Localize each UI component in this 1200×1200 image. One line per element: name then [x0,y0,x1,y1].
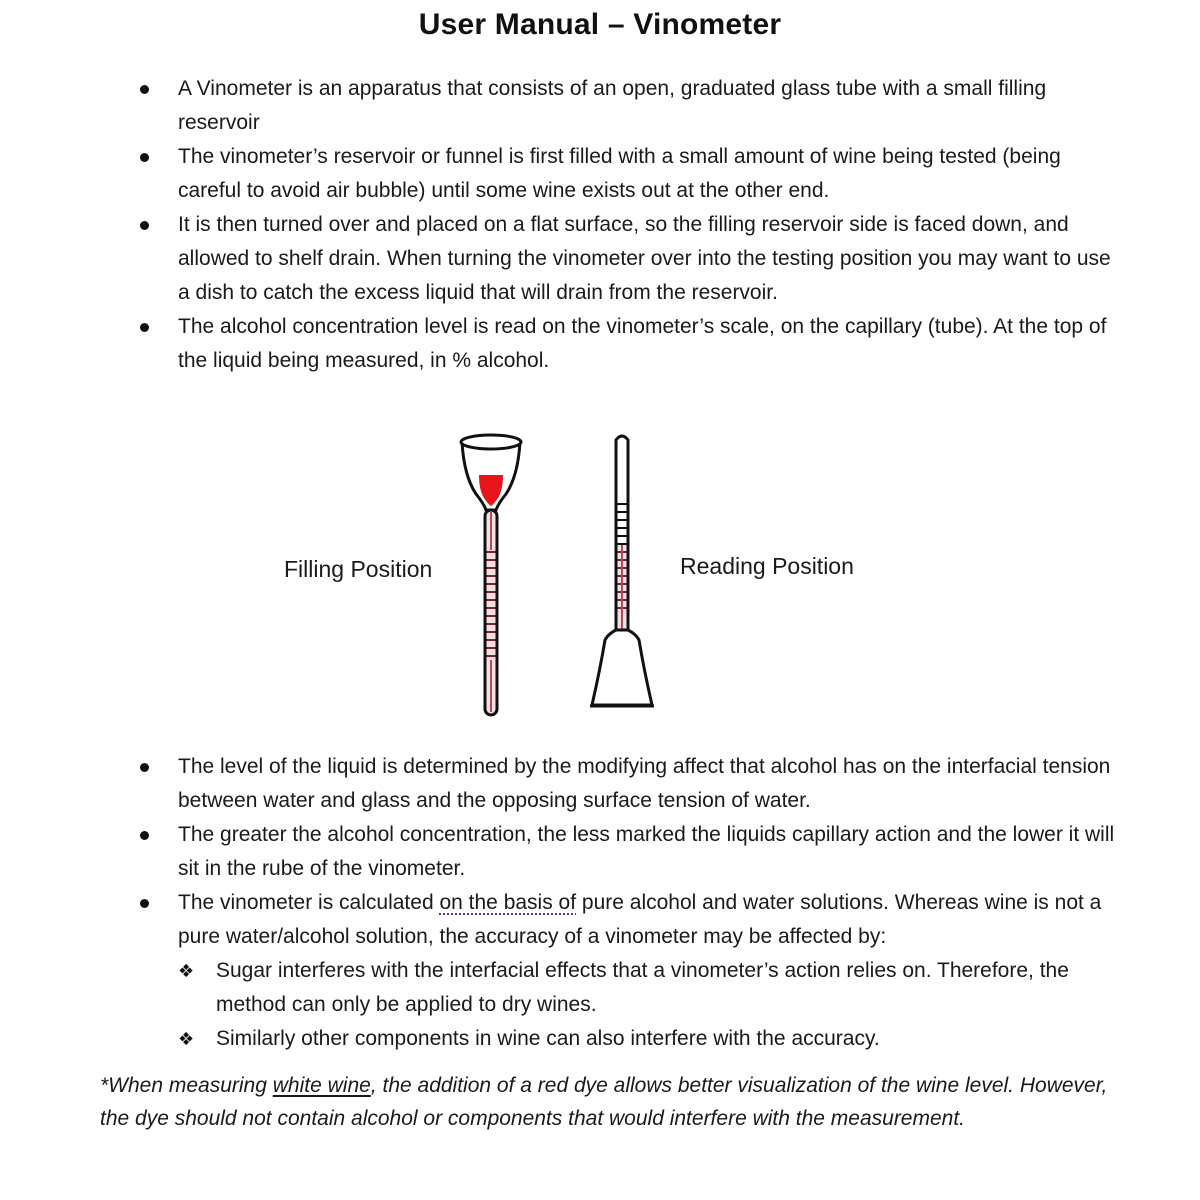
sub-item-text: Similarly other components in wine can also interfere with the accuracy. [216,1027,880,1050]
list-item [0,310,1200,378]
bullet-text-end: pure alcohol and water solutions. Whereas wine is not a pure water/alcohol solution, the accuracy of a vinometer may be affected by: [178,891,1102,948]
details-bullet-list [0,750,1200,1056]
bullet-icon [140,763,149,772]
filling-position-label: Filling Position [284,556,433,582]
sub-item-text: Sugar interferes with the interfacial effects that a vinometer’s action relies on. Therefore, the method can only be applied to dry wines. [216,959,1069,1016]
vinometer-illustration [0,420,1200,730]
bullet-text: A Vinometer is an apparatus that consists of an open, graduated glass tube with a small filling reservoir [178,77,1047,134]
diamond-bullet-icon: ❖ [178,1029,195,1049]
accuracy-factors-list [178,954,1120,1056]
sub-list-item [178,1022,1120,1056]
bullet-text: The vinometer’s reservoir or funnel is first filled with a small amount of wine being tested (being careful to avoid air bubble) until some wine exists out at the other end. [178,145,1061,202]
bullet-icon [140,899,149,908]
bullet-icon [140,85,149,94]
bullet-icon [140,221,149,230]
diamond-bullet-icon: ❖ [178,961,195,981]
grammar-suggestion-phrase[interactable]: on the basis of [439,891,577,914]
list-item [0,208,1200,310]
list-item [0,140,1200,208]
page-title: User Manual – Vinometer [418,8,782,41]
list-item [0,818,1200,886]
white-wine-emphasis: white wine [272,1074,371,1097]
list-item [0,750,1200,818]
reading-position-label: Reading Position [680,553,854,579]
intro-bullet-list [0,72,1200,378]
footnote-text-end: , the addition of a red dye allows better visualization of the wine level. However, the dye should not contain alcohol or components that would interfere with the measurement. [100,1074,1108,1130]
sub-list-item [178,954,1120,1022]
bullet-text: The greater the alcohol concentration, the less marked the liquids capillary action and the lower it will sit in the rube of the vinometer. [178,823,1115,880]
footnote-text-start: *When measuring [100,1074,273,1097]
bullet-text: The alcohol concentration level is read on the vinometer’s scale, on the capillary (tube). At the top of the liquid being measured, in % alcohol. [178,315,1107,372]
bullet-icon [140,831,149,840]
vinometer-diagram-icon [440,420,680,730]
bullet-icon [140,323,149,332]
bullet-text: The level of the liquid is determined by the modifying affect that alcohol has on the interfacial tension between water and glass and the opposing surface tension of water. [178,755,1111,812]
bullet-text-start: The vinometer is calculated [178,891,440,914]
filling-vinometer-icon [461,435,521,715]
bullet-text: It is then turned over and placed on a flat surface, so the filling reservoir side is faced down, and allowed to shelf drain. When turning the vinometer over into the testing position you may want to use a dish to catch the excess liquid that will drain from the reservoir. [178,213,1111,304]
bullet-icon [140,153,149,162]
reading-vinometer-icon [590,436,654,706]
list-item [0,886,1200,1056]
footnote [100,1069,1140,1135]
list-item [0,72,1200,140]
